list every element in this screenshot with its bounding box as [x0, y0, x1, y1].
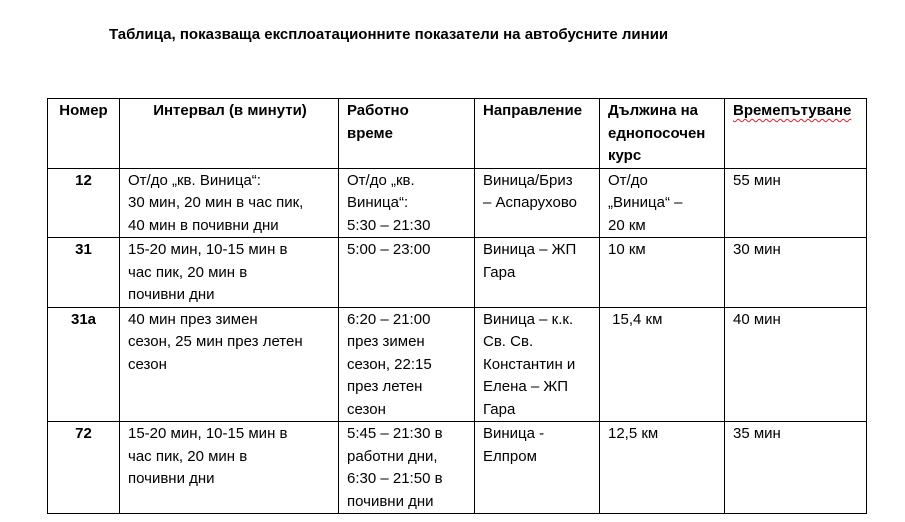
cell-interval: 15-20 мин, 10-15 мин в час пик, 20 мин в почивни дни — [120, 422, 339, 514]
cell-length: 12,5 км — [600, 422, 725, 514]
cell-direction: Виница – к.к. Св. Св. Константин и Елена – ЖП Гара — [475, 307, 600, 422]
document-title: Таблица, показваща експлоатационните показатели на автобусните линии — [109, 26, 669, 43]
header-number: Номер — [48, 99, 120, 169]
bus-lines-table — [47, 98, 867, 514]
cell-direction: Виница/Бриз – Аспарухово — [475, 168, 600, 238]
cell-travel-time: 40 мин — [725, 307, 867, 422]
cell-number: 12 — [48, 168, 120, 238]
cell-travel-time: 55 мин — [725, 168, 867, 238]
cell-interval: От/до „кв. Виница“: 30 мин, 20 мин в час пик, 40 мин в почивни дни — [120, 168, 339, 238]
cell-number: 31а — [48, 307, 120, 422]
cell-operating-time: 5:00 – 23:00 — [339, 238, 475, 308]
table-row — [48, 422, 867, 514]
table-row — [48, 307, 867, 422]
header-direction: Направление — [475, 99, 600, 169]
cell-travel-time: 35 мин — [725, 422, 867, 514]
cell-length: От/до „Виница“ – 20 км — [600, 168, 725, 238]
cell-interval: 15-20 мин, 10-15 мин в час пик, 20 мин в почивни дни — [120, 238, 339, 308]
cell-direction: Виница – ЖП Гара — [475, 238, 600, 308]
table-row — [48, 168, 867, 238]
table-header-row — [48, 99, 867, 169]
cell-operating-time: 5:45 – 21:30 в работни дни, 6:30 – 21:50 в почивни дни — [339, 422, 475, 514]
cell-interval: 40 мин през зимен сезон, 25 мин през летен сезон — [120, 307, 339, 422]
header-length: Дължина на еднопосочен курс — [600, 99, 725, 169]
table-row — [48, 238, 867, 308]
header-travel-time: Времепътуване — [725, 99, 867, 169]
cell-direction: Виница - Елпром — [475, 422, 600, 514]
cell-number: 72 — [48, 422, 120, 514]
cell-length: 10 км — [600, 238, 725, 308]
cell-travel-time: 30 мин — [725, 238, 867, 308]
cell-operating-time: От/до „кв. Виница“: 5:30 – 21:30 — [339, 168, 475, 238]
cell-operating-time: 6:20 – 21:00 през зимен сезон, 22:15 през летен сезон — [339, 307, 475, 422]
cell-number: 31 — [48, 238, 120, 308]
header-interval: Интервал (в минути) — [120, 99, 339, 169]
cell-length: 15,4 км — [600, 307, 725, 422]
header-operating-time: Работно време — [339, 99, 475, 169]
